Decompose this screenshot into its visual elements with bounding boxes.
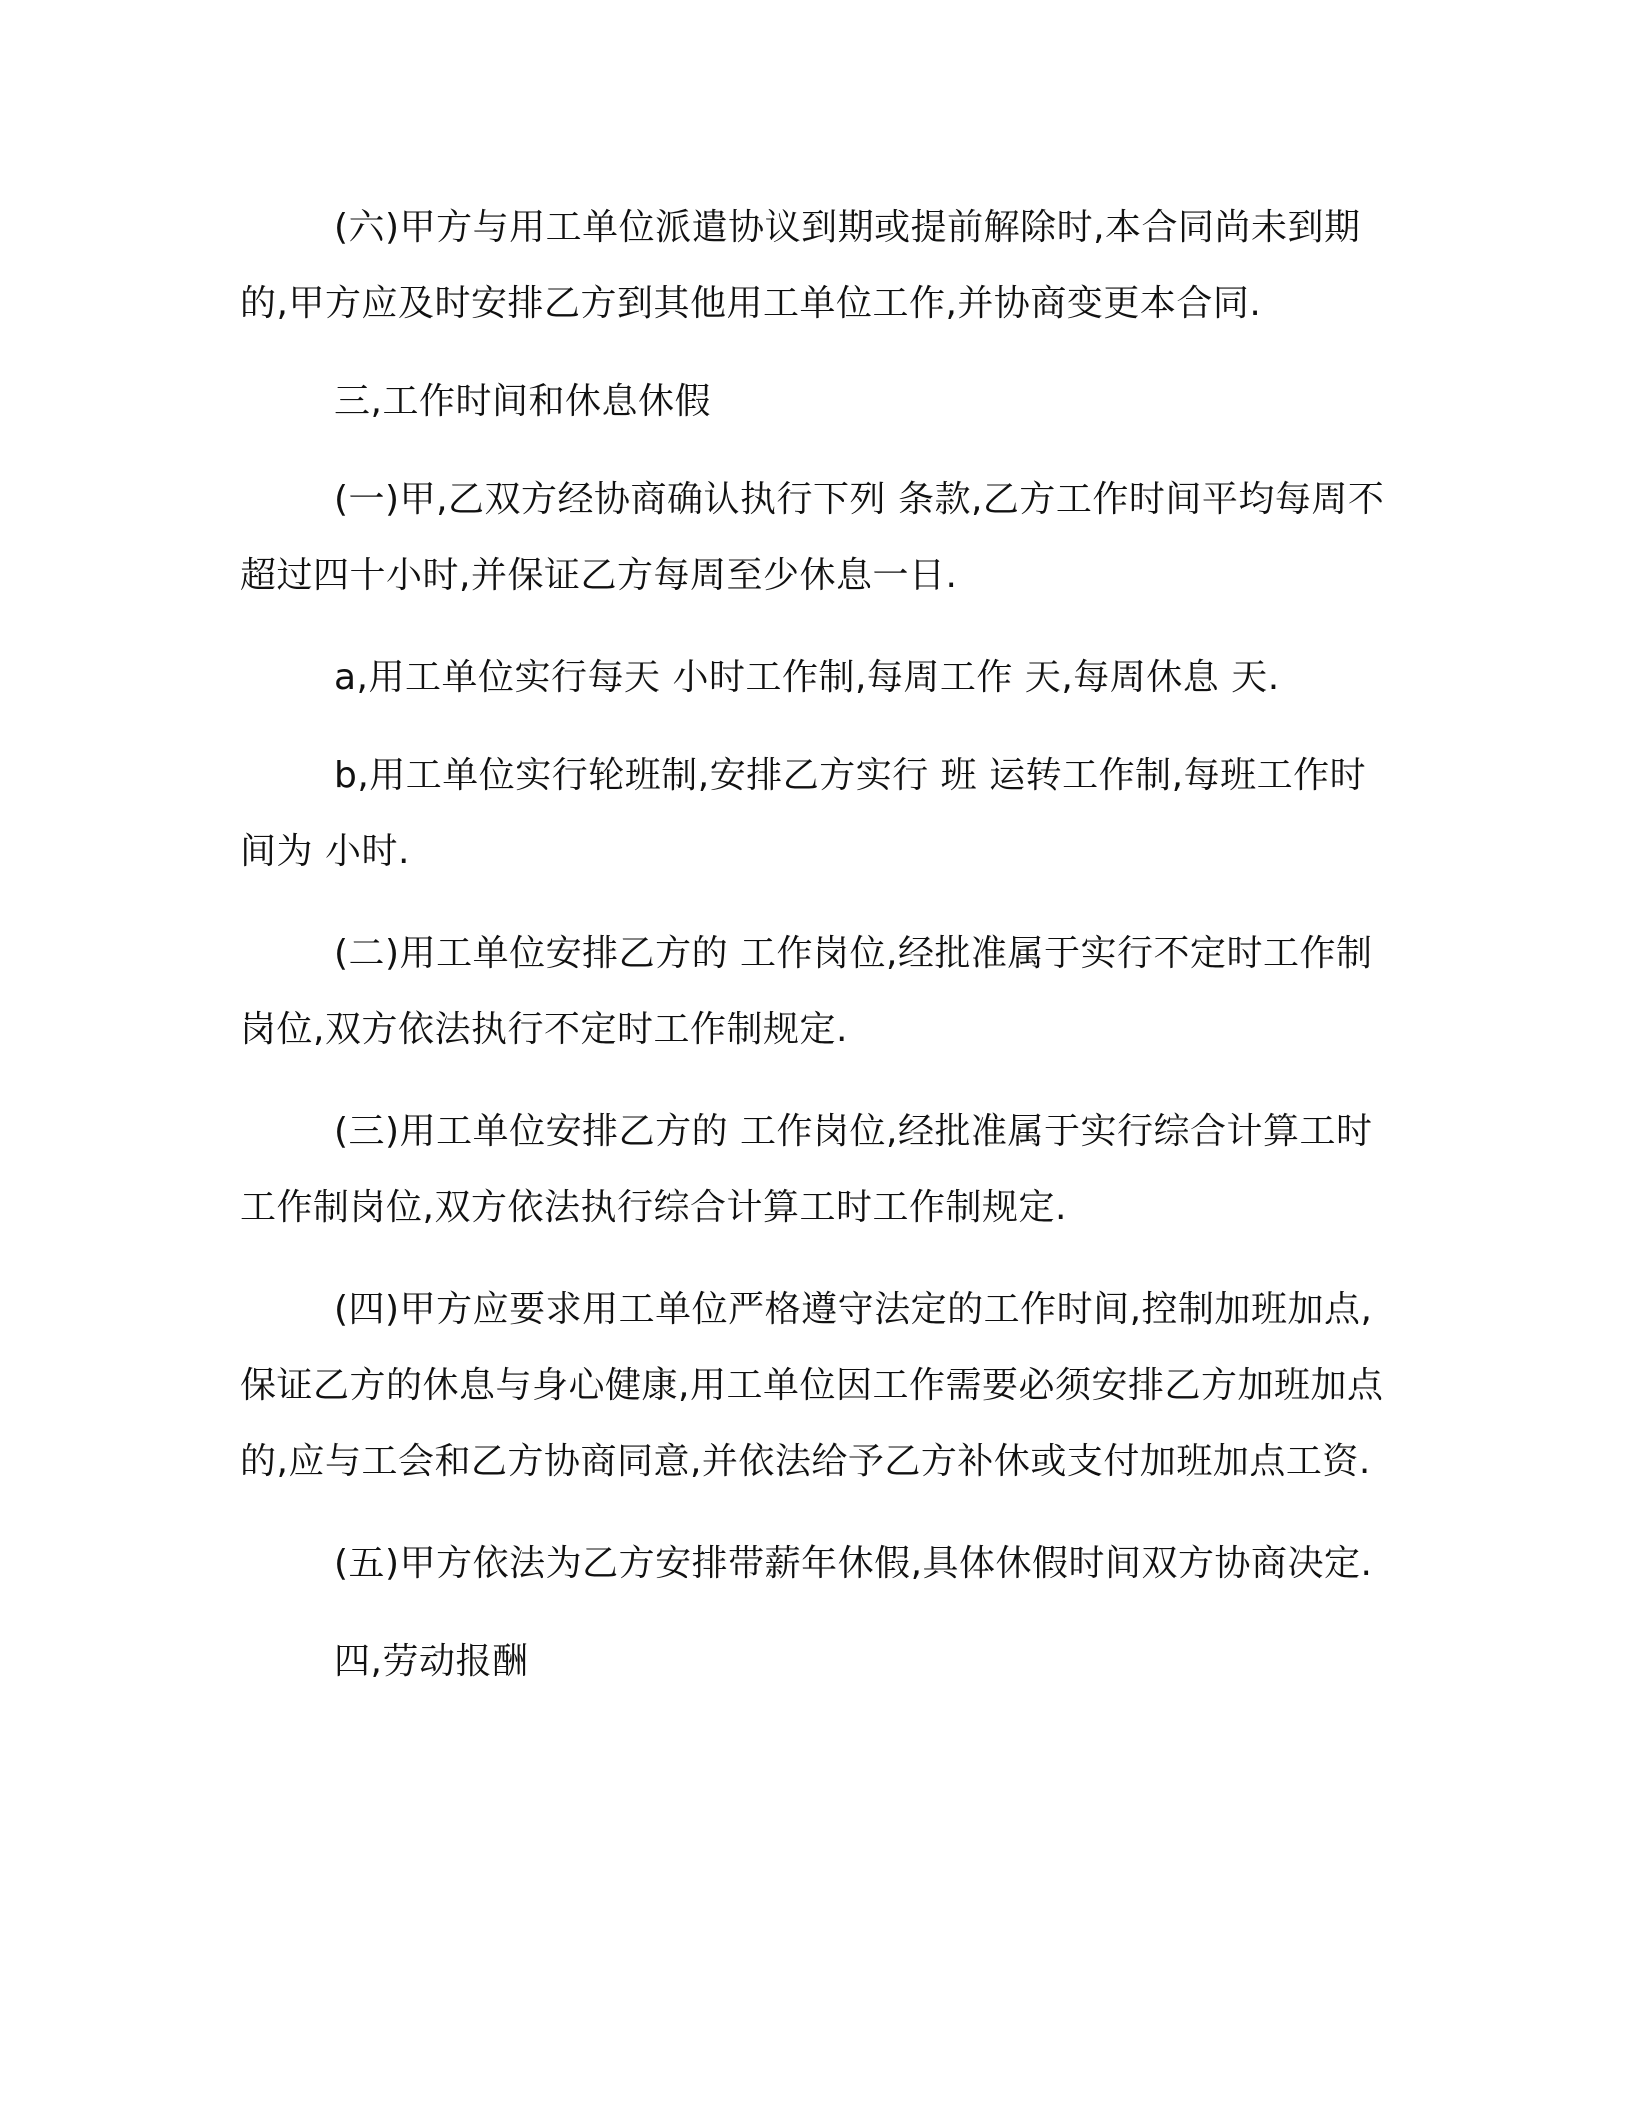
paragraph-2-flexible-hours: (二)用工单位安排乙方的 工作岗位,经批准属于实行不定时工作制岗位,双方依法执行不定时工作制规定. [240,933,1373,1050]
paragraph-4-overtime: (四)甲方应要求用工单位严格遵守法定的工作时间,控制加班加点,保证乙方的休息与身心健康,用工单位因工作需要必须安排乙方加班加点的,应与工会和乙方协商同意,并依法给予乙方补休或支付加班加点工资. [240,1289,1384,1482]
paragraph-b-shift-system: b,用工单位实行轮班制,安排乙方实行 班 运转工作制,每班工作时间为 小时. [240,755,1367,872]
section-heading-remuneration: 四,劳动报酬 [334,1641,529,1682]
document-page [240,190,1400,1700]
paragraph-1-weekly-hours: (一)甲,乙双方经协商确认执行下列 条款,乙方工作时间平均每周不超过四十小时,并保证乙方每周至少休息一日. [240,479,1385,596]
paragraph-3-comprehensive-hours: (三)用工单位安排乙方的 工作岗位,经批准属于实行综合计算工时工作制岗位,双方依法执行综合计算工时工作制规定. [240,1111,1373,1228]
paragraph-5-annual-leave: (五)甲方依法为乙方安排带薪年休假,具体休假时间双方协商决定. [334,1543,1373,1584]
section-heading-working-hours: 三,工作时间和休息休假 [334,381,711,422]
paragraph-6-dispatch-agreement: (六)甲方与用工单位派遣协议到期或提前解除时,本合同尚未到期的,甲方应及时安排乙方到其他用工单位工作,并协商变更本合同. [240,207,1361,324]
paragraph-a-daily-hours: a,用工单位实行每天 小时工作制,每周工作 天,每周休息 天. [334,657,1280,698]
